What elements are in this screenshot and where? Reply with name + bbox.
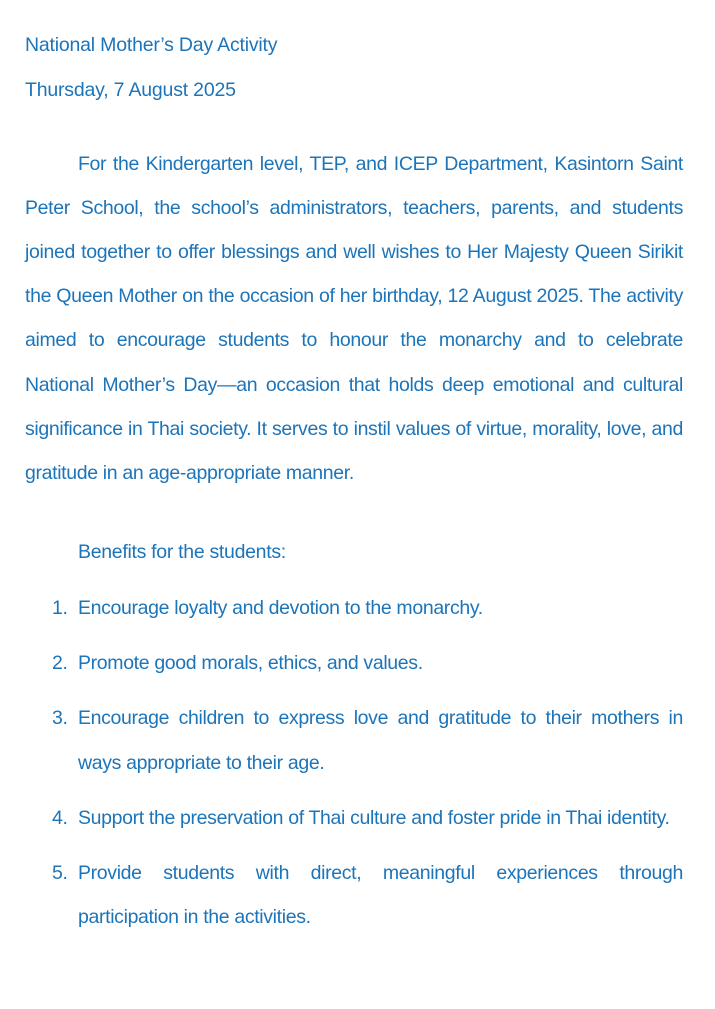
list-item-text: Support the preservation of Thai culture and foster pride in Thai identity. — [78, 806, 670, 829]
benefits-heading: Benefits for the students: — [78, 541, 286, 563]
list-item-text: Provide students with direct, meaningful experiences through participation in the activities. — [78, 862, 683, 929]
list-item-number: 5. — [52, 862, 68, 885]
list-item-number: 2. — [52, 652, 68, 675]
list-item-text: Promote good morals, ethics, and values. — [78, 652, 423, 675]
list-item — [25, 851, 683, 939]
list-item-number: 4. — [52, 806, 68, 829]
document-title: National Mother’s Day Activity — [25, 34, 278, 56]
list-item — [25, 641, 683, 685]
list-item — [25, 696, 683, 784]
list-item-text: Encourage loyalty and devotion to the monarchy. — [78, 597, 483, 619]
list-item-number: 1. — [52, 597, 68, 619]
document-date: Thursday, 7 August 2025 — [25, 79, 236, 101]
list-item-number: 3. — [52, 707, 68, 730]
benefits-list — [25, 586, 683, 950]
list-item-text: Encourage children to express love and gratitude to their mothers in ways appropriate to their age. — [78, 707, 683, 774]
body-paragraph: For the Kindergarten level, TEP, and ICEP Department, Kasintorn Saint Peter School, the school’s administrators, teachers, parents, and students joined together to offer blessings and well wishes to Her Majesty Queen Sirikit the Queen Mother on the occasion of her birthday, 12 August 2025. The activity aimed to encourage students to honour the monarchy and to celebrate National Mother’s Day—an occasion that holds deep emotional and cultural significance in Thai society. It serves to instil values of virtue, morality, love, and gratitude in an age-appropriate manner. — [25, 152, 683, 484]
list-item — [25, 796, 683, 840]
list-item — [25, 586, 683, 630]
